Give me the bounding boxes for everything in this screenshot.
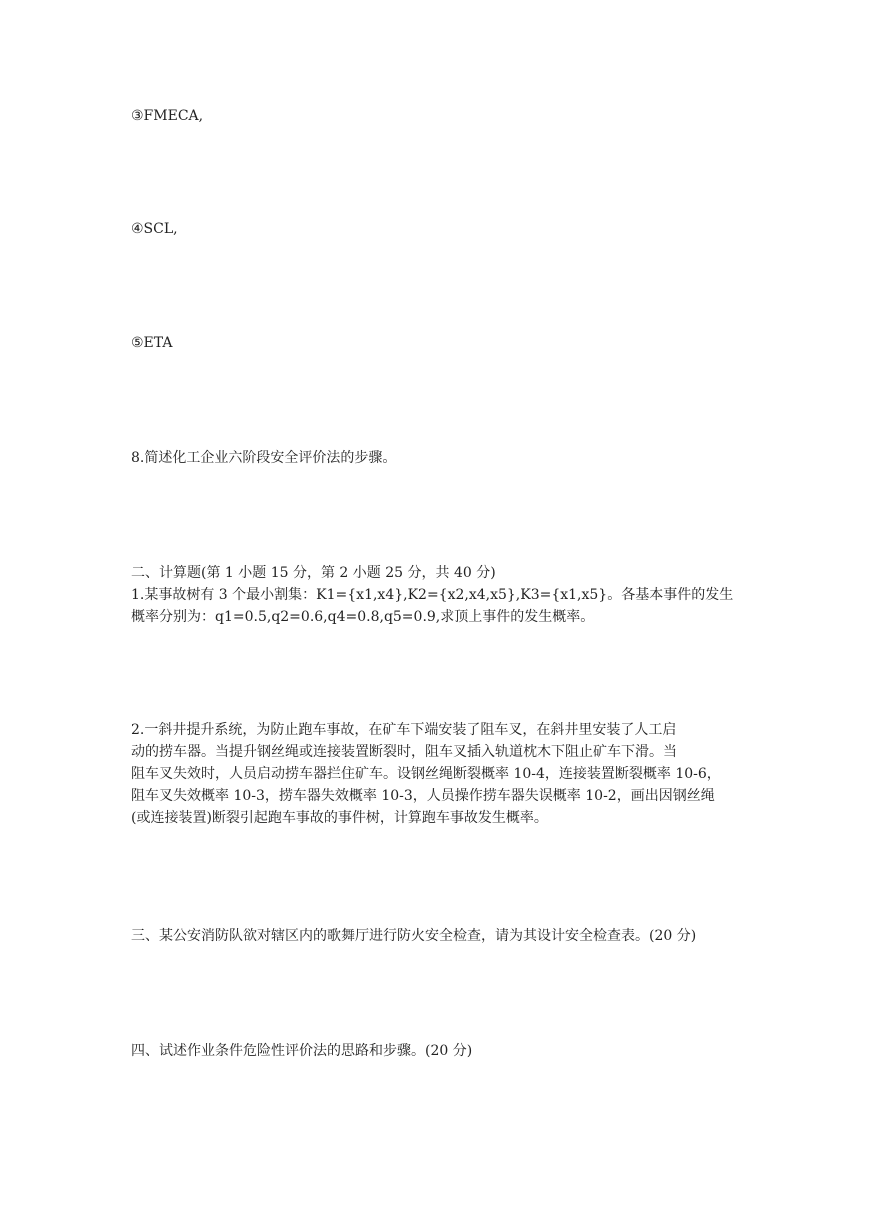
item-fmeca: ③FMECA,	[131, 108, 204, 124]
calc-question-1-line-2: 概率分别为：q1=0.5,q2=0.6,q4=0.8,q5=0.9,求顶上事件的发生概率。	[131, 609, 595, 625]
calc-question-2-line-1: 2.一斜井提升系统，为防止跑车事故，在矿车下端安装了阻车叉，在斜井里安装了人工启	[131, 722, 677, 738]
section-4: 四、试述作业条件危险性评价法的思路和步骤。(20 分)	[131, 1043, 473, 1059]
calc-question-2-line-5: (或连接装置)断裂引起跑车事故的事件树，计算跑车事故发生概率。	[131, 810, 548, 826]
calc-question-1	[131, 584, 746, 628]
item-scl: ④SCL,	[131, 221, 178, 237]
question-8: 8.简述化工企业六阶段安全评价法的步骤。	[131, 450, 397, 466]
calc-question-2-line-3: 阻车叉失效时，人员启动捞车器拦住矿车。设钢丝绳断裂概率 10-4，连接装置断裂概率 10-6，	[131, 766, 721, 782]
calc-question-1-line-1: 1.某事故树有 3 个最小割集：K1={x1,x4},K2={x2,x4,x5},K3={x1,x5}。各基本事件的发生	[131, 587, 734, 603]
section-2-heading: 二、计算题(第 1 小题 15 分，第 2 小题 25 分，共 40 分)	[131, 565, 496, 581]
section-3: 三、某公安消防队欲对辖区内的歌舞厅进行防火安全检查，请为其设计安全检查表。(20 分)	[131, 928, 697, 944]
item-eta: ⑤ETA	[131, 335, 173, 351]
calc-question-2-line-4: 阻车叉失效概率 10-3，捞车器失效概率 10-3，人员操作捞车器失误概率 10-2，画出因钢丝绳	[131, 788, 715, 804]
calc-question-2-line-2: 动的捞车器。当提升钢丝绳或连接装置断裂时，阻车叉插入轨道枕木下阻止矿车下滑。当	[131, 744, 677, 760]
calc-question-2	[131, 719, 746, 829]
